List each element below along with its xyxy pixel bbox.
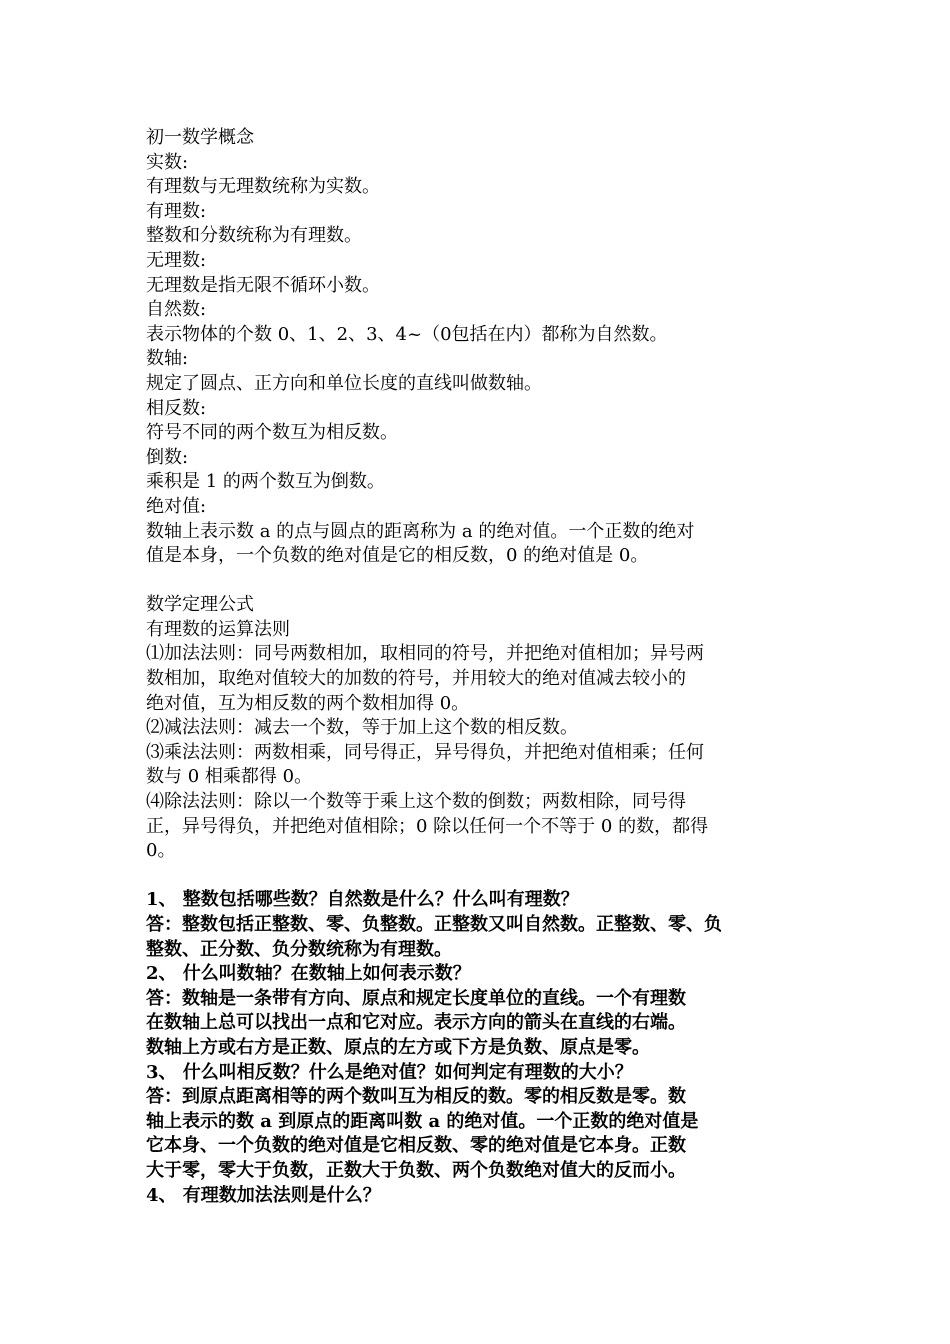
qa-line: 数轴上方或右方是正数、原点的左方或下方是负数、原点是零。 — [146, 1036, 650, 1058]
concept-term: 有理数: — [146, 200, 207, 222]
rule-line: 正，异号得负，并把绝对值相除；0 除以任何一个不等于 0 的数，都得 — [146, 815, 709, 837]
rule-line: ⑴加法法则：同号两数相加，取相同的符号，并把绝对值相加；异号两 — [146, 643, 704, 665]
qa-line: 它本身、一个负数的绝对值是它相反数、零的绝对值是它本身。正数 — [146, 1135, 686, 1157]
concept-def: 符号不同的两个数互为相反数。 — [146, 422, 398, 444]
qa-line: 大于零，零大于负数，正数大于负数、两个负数绝对值大的反而小。 — [146, 1159, 686, 1181]
section-title: 数学定理公式 — [146, 594, 254, 616]
concept-term: 无理数: — [146, 249, 207, 271]
concept-term: 数轴: — [146, 348, 189, 370]
concept-term: 绝对值: — [146, 495, 207, 517]
concept-term: 自然数: — [146, 299, 207, 321]
qa-line: 4、 有理数加法法则是什么？ — [146, 1184, 381, 1206]
qa-line: 答：整数包括正整数、零、负整数。正整数又叫自然数。正整数、零、负 — [146, 914, 722, 935]
document-body — [146, 126, 810, 1208]
concept-def: 值是本身，一个负数的绝对值是它的相反数，0 的绝对值是 0。 — [146, 545, 649, 567]
rule-line: ⑶乘法法则：两数相乘，同号得正，异号得负，并把绝对值相乘；任何 — [146, 741, 704, 763]
qa-line: 答：到原点距离相等的两个数叫互为相反的数。零的相反数是零。数 — [146, 1086, 686, 1108]
rule-line: ⑵减法法则：减去一个数，等于加上这个数的相反数。 — [146, 717, 578, 739]
rule-line: 绝对值，互为相反数的两个数相加得 0。 — [146, 692, 470, 714]
rule-line: 0。 — [146, 840, 176, 862]
concept-def: 表示物体的个数 0、1、2、3、4~（0包括在内）都称为自然数。 — [146, 323, 668, 345]
spacer — [146, 569, 810, 594]
concept-term: 实数: — [146, 151, 189, 173]
concept-def: 规定了圆点、正方向和单位长度的直线叫做数轴。 — [146, 372, 542, 394]
concept-def: 乘积是 1 的两个数互为倒数。 — [146, 471, 385, 493]
concept-def: 有理数与无理数统称为实数。 — [146, 176, 380, 198]
doc-title: 初一数学概念 — [146, 127, 254, 148]
concept-term: 倒数: — [146, 446, 189, 468]
rule-line: 数与 0 相乘都得 0。 — [146, 766, 313, 788]
qa-line: 2、 什么叫数轴？在数轴上如何表示数？ — [146, 963, 471, 985]
qa-line: 1、 整数包括哪些数？自然数是什么？什么叫有理数？ — [146, 889, 579, 911]
spacer — [146, 864, 810, 889]
concept-def: 整数和分数统称为有理数。 — [146, 225, 362, 247]
qa-line: 轴上表示的数 a 到原点的距离叫数 a 的绝对值。一个正数的绝对值是 — [146, 1110, 699, 1132]
concept-def: 数轴上表示数 a 的点与圆点的距离称为 a 的绝对值。一个正数的绝对 — [146, 520, 695, 542]
qa-line: 在数轴上总可以找出一点和它对应。表示方向的箭头在直线的右端。 — [146, 1012, 686, 1034]
rule-line: ⑷除法法则：除以一个数等于乘上这个数的倒数；两数相除，同号得 — [146, 791, 686, 813]
qa-line: 整数、正分数、负分数统称为有理数。 — [146, 938, 452, 960]
qa-line: 答：数轴是一条带有方向、原点和规定长度单位的直线。一个有理数 — [146, 987, 686, 1009]
rule-line: 数相加，取绝对值较大的加数的符号，并用较大的绝对值减去较小的 — [146, 668, 686, 690]
qa-line: 3、 什么叫相反数？什么是绝对值？如何判定有理数的大小？ — [146, 1061, 633, 1083]
concept-term: 相反数: — [146, 397, 207, 419]
subsection-title: 有理数的运算法则 — [146, 618, 290, 640]
concept-def: 无理数是指无限不循环小数。 — [146, 274, 380, 296]
